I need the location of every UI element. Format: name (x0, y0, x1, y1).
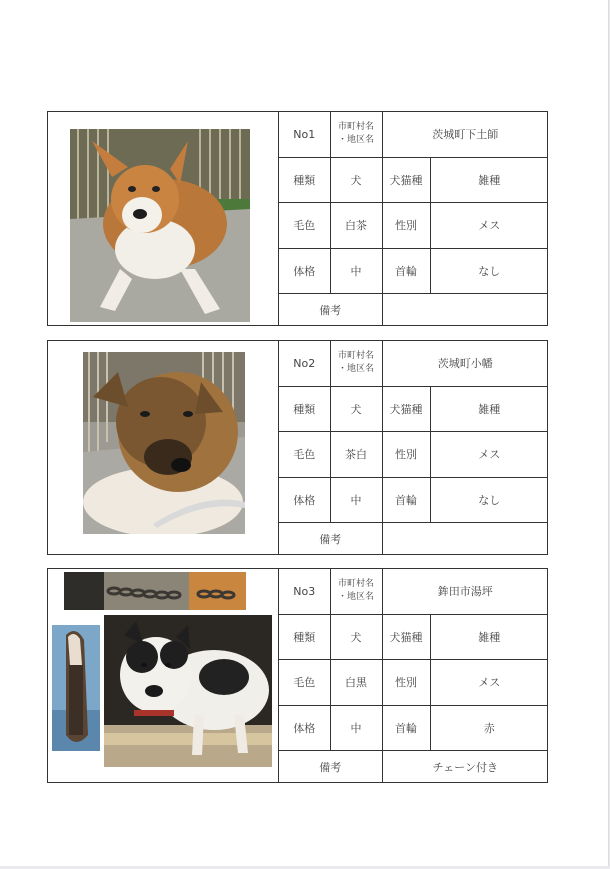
size-value: 中 (330, 477, 382, 522)
info-table (279, 569, 548, 782)
remarks-label: 備考 (279, 523, 382, 554)
size-value: 中 (330, 705, 382, 750)
collar-label: 首輪 (382, 705, 430, 750)
color-value: 白茶 (330, 203, 382, 248)
dog-record-card-2 (47, 340, 548, 555)
size-label: 体格 (279, 248, 330, 293)
remarks-value (382, 523, 548, 554)
area-value: 茨城町小幡 (382, 341, 548, 386)
municipality-label: 市町村名 ・地区名 (330, 341, 382, 386)
dog-record-card-3 (47, 568, 548, 783)
color-label: 毛色 (279, 660, 330, 705)
breed-label: 犬猫種 (382, 614, 430, 659)
size-label: 体格 (279, 477, 330, 522)
size-value: 中 (330, 248, 382, 293)
photo-area (48, 341, 279, 554)
collar-value: なし (430, 248, 548, 293)
collar-label: 首輪 (382, 477, 430, 522)
collar-value: なし (430, 477, 548, 522)
color-label: 毛色 (279, 432, 330, 477)
breed-label: 犬猫種 (382, 386, 430, 431)
sex-value: メス (430, 432, 548, 477)
sex-label: 性別 (382, 203, 430, 248)
type-label: 種類 (279, 157, 330, 202)
record-number: No3 (279, 569, 330, 614)
type-value: 犬 (330, 157, 382, 202)
record-number: No1 (279, 112, 330, 157)
sex-value: メス (430, 660, 548, 705)
breed-value: 雑種 (430, 386, 548, 431)
dog-photo (104, 615, 272, 767)
sex-label: 性別 (382, 660, 430, 705)
remarks-label: 備考 (279, 751, 382, 782)
color-value: 白黒 (330, 660, 382, 705)
area-value: 鉾田市湯坪 (382, 569, 548, 614)
type-value: 犬 (330, 386, 382, 431)
sex-label: 性別 (382, 432, 430, 477)
type-label: 種類 (279, 386, 330, 431)
info-table (279, 341, 548, 554)
sex-value: メス (430, 203, 548, 248)
record-number: No2 (279, 341, 330, 386)
municipality-label: 市町村名 ・地区名 (330, 569, 382, 614)
type-value: 犬 (330, 614, 382, 659)
breed-value: 雑種 (430, 157, 548, 202)
breed-value: 雑種 (430, 614, 548, 659)
dog-record-card-1 (47, 111, 548, 326)
remarks-value: チェーン付き (382, 751, 548, 782)
photo-area (48, 569, 279, 782)
collar-label: 首輪 (382, 248, 430, 293)
dog-photo (70, 129, 250, 322)
area-value: 茨城町下土師 (382, 112, 548, 157)
color-value: 茶白 (330, 432, 382, 477)
dog-photo (83, 352, 245, 534)
color-label: 毛色 (279, 203, 330, 248)
size-label: 体格 (279, 705, 330, 750)
municipality-label: 市町村名 ・地区名 (330, 112, 382, 157)
remarks-label: 備考 (279, 294, 382, 325)
photo-area (48, 112, 279, 325)
info-table (279, 112, 548, 325)
type-label: 種類 (279, 614, 330, 659)
collar-value: 赤 (430, 705, 548, 750)
breed-label: 犬猫種 (382, 157, 430, 202)
chain-photo (64, 572, 246, 610)
collar-photo (52, 625, 100, 751)
remarks-value (382, 294, 548, 325)
